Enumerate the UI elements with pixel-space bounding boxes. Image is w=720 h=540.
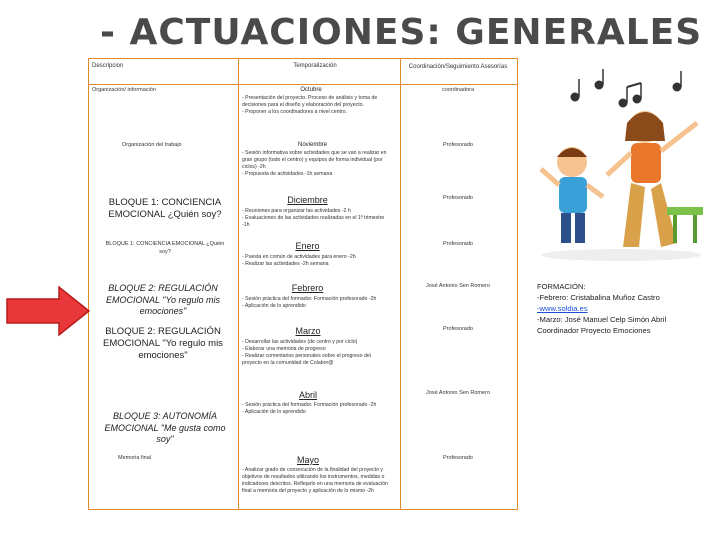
row-description: BLOQUE 1: CONCIENCIA EMOCIONAL ¿Quién soy? xyxy=(105,241,225,255)
list-item: - Proponer a los coordinadores a nivel centro. xyxy=(242,109,347,115)
row-description: Organización/ información xyxy=(92,87,156,93)
table-divider xyxy=(400,58,401,510)
row-description: Memoria final xyxy=(118,455,152,461)
row-month: Abril xyxy=(298,390,317,400)
row-responsible: coordinadora xyxy=(441,87,475,93)
row-responsible: Profesorado xyxy=(443,195,473,201)
page-title: - ACTUACIONES: GENERALES xyxy=(100,12,703,53)
row-responsible: Profesorado xyxy=(443,241,473,247)
row-description: BLOQUE 2: REGULACIÓN EMOCIONAL "Yo regulo mis emociones" xyxy=(103,326,223,361)
row-items xyxy=(242,208,392,229)
row-description: BLOQUE 1: CONCIENCIA EMOCIONAL ¿Quién soy? xyxy=(108,197,222,220)
table-divider xyxy=(88,84,518,85)
list-item: - Sesión práctica del formador. Formación profesorado -2h xyxy=(242,296,377,302)
formacion-heading: FORMACIÓN: xyxy=(537,282,586,291)
list-item: - Realizar comentarios personales sobre el progreso del proyecto en la comunidad de Colabor@ xyxy=(242,353,371,366)
formacion-panel xyxy=(537,281,717,336)
header-timing: Temporalización xyxy=(293,63,337,69)
row-items xyxy=(242,150,392,178)
list-item: - Desarrollar las actividades (de centro y por ciclo) xyxy=(242,339,358,345)
row-responsible: Profesorado xyxy=(443,326,473,332)
row-description: BLOQUE 2: REGULACIÓN EMOCIONAL "Yo regulo mis emociones" xyxy=(105,283,221,316)
row-items xyxy=(242,296,392,310)
list-item: - Sesión práctica del formador. Formación profesorado -2h xyxy=(242,402,377,408)
dancing-children-illustration xyxy=(527,57,715,265)
row-month: Diciembre xyxy=(287,195,328,205)
list-item: - Aplicación de lo aprendido xyxy=(242,409,306,415)
row-month: Mayo xyxy=(296,455,319,465)
row-month: Febrero xyxy=(291,283,324,293)
row-items xyxy=(242,95,392,116)
row-description: BLOQUE 3: AUTONOMÍA EMOCIONAL "Me gusta como soy" xyxy=(104,411,226,444)
row-description: Organización del trabajo xyxy=(122,142,182,148)
row-month: Octubre xyxy=(300,87,322,93)
list-item: - Reuniones para organizar las actividades -2 h xyxy=(242,208,351,214)
row-items xyxy=(242,467,392,495)
row-month: Marzo xyxy=(295,326,321,336)
arrow-right-icon xyxy=(5,285,91,337)
list-item: - Evaluaciones de las actividades realizadas en el 1º trimestre -1h xyxy=(242,215,385,228)
formacion-link[interactable]: -www.soldia.es xyxy=(537,304,588,313)
row-responsible: Profesorado xyxy=(443,142,473,148)
formacion-line: Coordinador Proyecto Emociones xyxy=(537,326,651,335)
list-item: - Presentación del proyecto. Proceso de análisis y toma de decisiones para el diseño y elaboración del proyecto. xyxy=(242,95,378,108)
list-item: - Analizar grado de consecución de la finalidad del proyecto y objetivos de resultados utilizando los instrumentos, medidas o indicadores descritos. Reflejarlo en una memoria de evaluación final a memoria del proyecto y aplicación de lo mismo -2h xyxy=(242,467,388,494)
header-coordination: Coordinación/Seguimiento Asesorías xyxy=(408,64,508,70)
row-items xyxy=(242,254,392,268)
header-description: Descripcion xyxy=(92,63,124,69)
row-month: Noviembre xyxy=(297,142,327,148)
list-item: - Aplicación de lo aprendido xyxy=(242,303,306,309)
row-items xyxy=(242,402,392,416)
formacion-line: -Marzo: José Manuel Celp Simón Abril xyxy=(537,315,667,324)
list-item: - Elaborar una memoria de progreso xyxy=(242,346,326,352)
row-responsible: Profesorado xyxy=(443,455,473,461)
list-item: - Realizar las actividades -2h semana xyxy=(242,261,329,267)
row-responsible: José Antonio Sen Romero xyxy=(426,390,490,396)
formacion-line: -Febrero: Cristabalina Muñoz Castro xyxy=(537,293,660,302)
row-items xyxy=(242,339,392,367)
row-month: Enero xyxy=(295,241,320,251)
row-responsible: José Antonio Sen Romero xyxy=(426,283,490,289)
list-item: - Propuesta de actividades -1h semana xyxy=(242,171,333,177)
table-divider xyxy=(238,58,239,510)
list-item: - Puesta en común de actividades para enero -2h xyxy=(242,254,356,260)
list-item: - Sesión informativa sobre actividades que se van a realizar en gran grupo (todo el centro) y equipos de forma individual (por ciclos) -2h xyxy=(242,150,387,170)
